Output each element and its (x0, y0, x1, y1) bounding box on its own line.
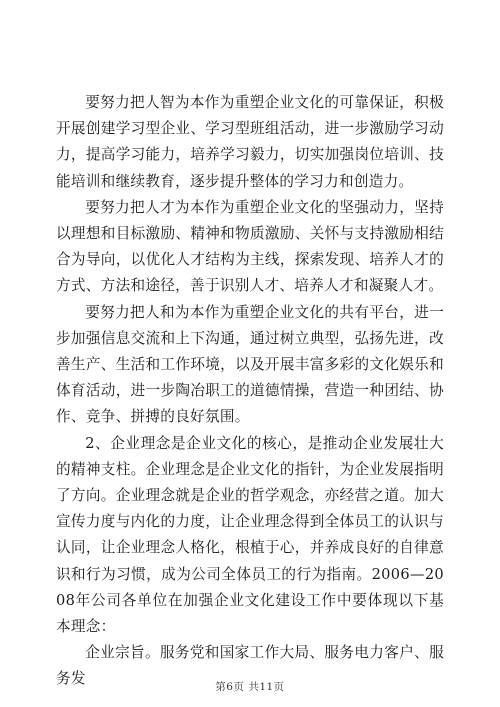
page-footer: 第6页 共11页 (215, 681, 285, 693)
paragraph-talent-harmony: 要努力把人和为本作为重塑企业文化的共有平台，进一步加强信息交流和上下沟通，通过树立典型，弘扬先进，改善生产、生活和工作环境，以及开展丰富多彩的文化娱乐和体育活动，进一步陶冶职工的道德情操，营造一种团结、协作、竞争、拼搏的良好氛围。 (56, 303, 444, 426)
document-body (56, 90, 444, 693)
paragraph-enterprise-purpose: 企业宗旨。服务党和国家工作大局、服务电力客户、服务发 (56, 644, 444, 688)
paragraph-enterprise-philosophy: 2、企业理念是企业文化的核心，是推动企业发展壮大的精神支柱。企业理念是企业文化的指针，为企业发展指明了方向。企业理念就是企业的哲学观念，亦经营之道。加大宣传力度与内化的力度，让企业理念得到全体员工的认识与认同，让企业理念人格化，根植于心，并养成良好的自律意识和行为习惯，成为公司全体员工的行为指南。2006—2008年公司各单位在加强企业文化建设工作中要体现以下基本理念： (56, 434, 444, 636)
paragraph-talent-wisdom: 要努力把人智为本作为重塑企业文化的可靠保证，积极开展创建学习型企业、学习型班组活动，进一步激励学习动力，提高学习能力，培养学习毅力，切实加强岗位培训、技能培训和继续教育，逐步提升整体的学习力和创造力。 (56, 94, 444, 190)
paragraph-talent-power: 要努力把人才为本作为重塑企业文化的坚强动力，坚持以理想和目标激励、精神和物质激励、关怀与支持激励相结合为导向，以优化人才结构为主线，探索发现、培养人才的方式、方法和途径，善于识别人才、培养人才和凝聚人才。 (56, 198, 444, 295)
